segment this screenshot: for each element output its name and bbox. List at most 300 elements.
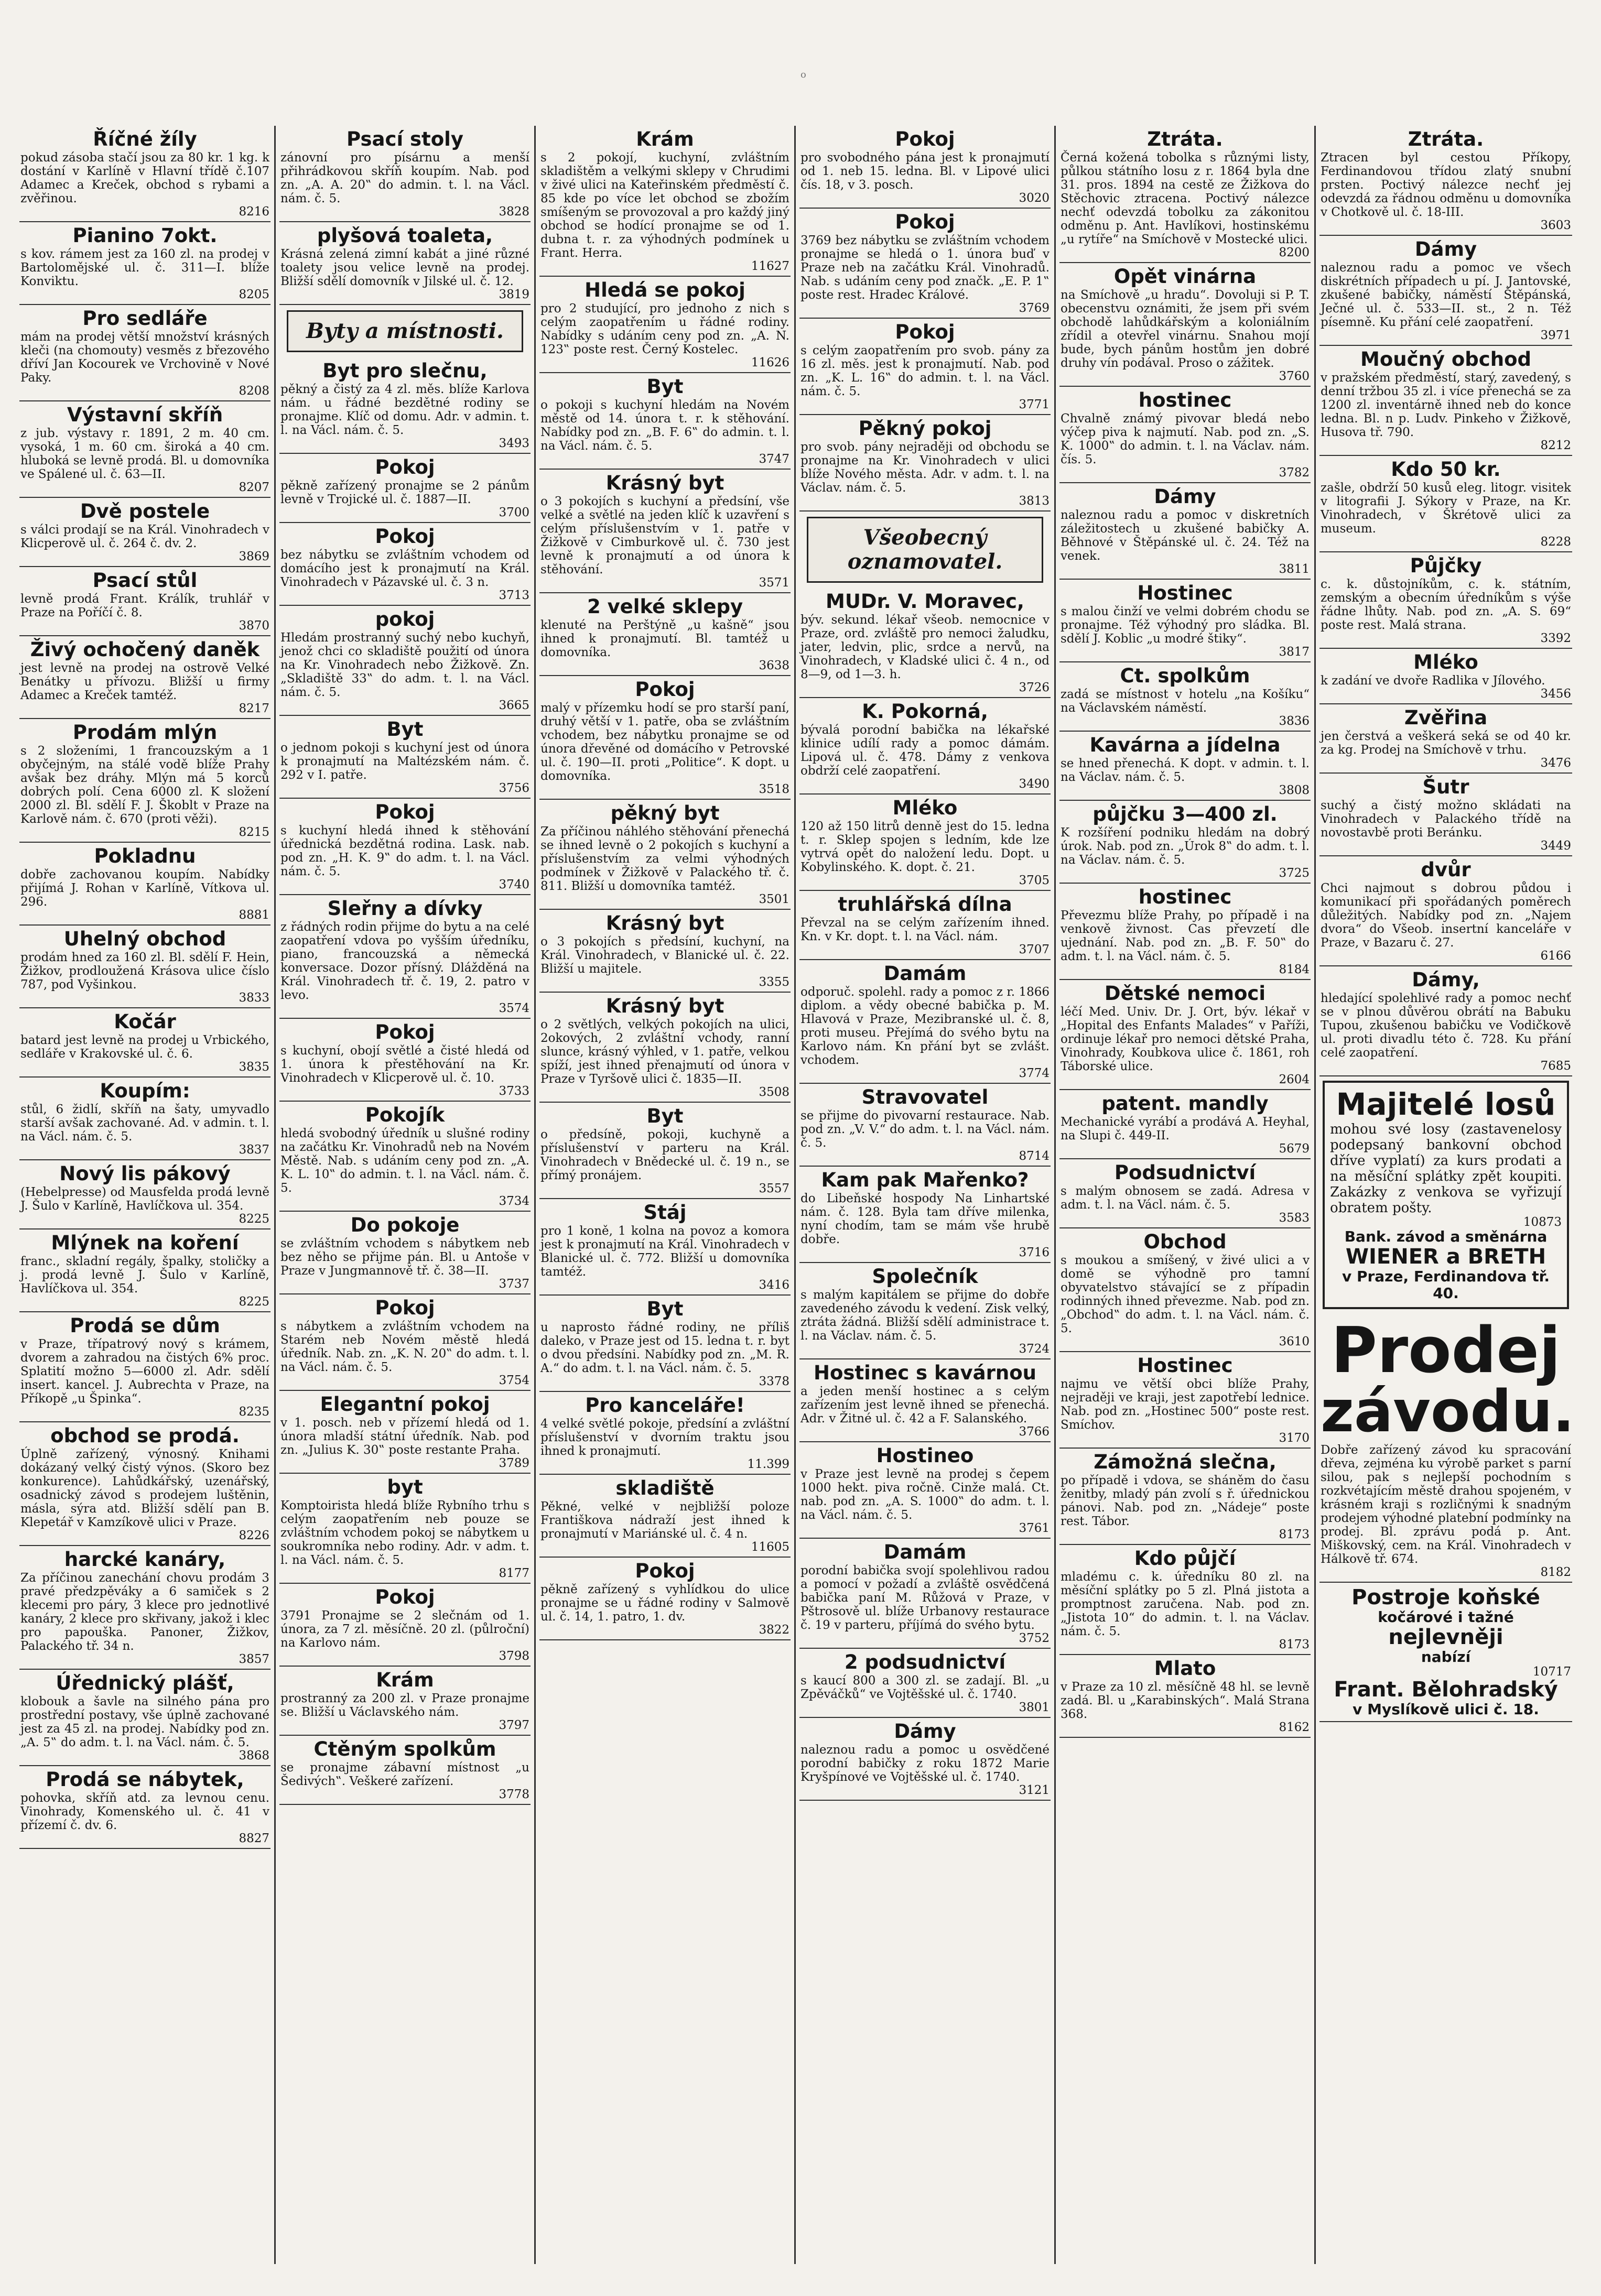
ad-title: hostinec — [1138, 389, 1232, 411]
classified-ad — [539, 593, 791, 676]
ad-text: zánovní pro písárnu a menší přihrádkovou skříň koupím. Nab. pod zn. „A. A. 20‟ do admin. t. l. na Václ. nám. č. 5. — [280, 151, 529, 205]
classified-ad — [1059, 1545, 1311, 1655]
big-ad-line1: Prodej — [1331, 1314, 1561, 1387]
ad-title: Říčné žíly — [93, 128, 197, 150]
column-1 — [16, 126, 276, 2264]
ad-number: 3813 — [1019, 494, 1050, 508]
ad-text: Úplně zařízený, výnosný. Knihami dokázaný velký čistý výnos. (Skoro bez konkurence). Lahůdkářský, uzenářský, osadnický závod s prodejem luštěnin, másla, sýra atd. Bližší sdělí pan B. Klepetář v Kamzíkově ulici v Praze. — [20, 1448, 269, 1529]
ad-title: Damám — [883, 962, 967, 985]
ad-number: 11627 — [751, 259, 789, 273]
ad-text: z řádných rodin přijme do bytu a na celé zaopatření vdova po vyšším úředníku, piano, francouzská a německá konversace. Dozor přísný. Dlážděná na Král. Vinohradech tř. č. 19, 2. patro v levo. — [280, 920, 529, 1002]
ad-title: Pokoj — [635, 678, 695, 701]
ad-text: c. k. důstojníkům, c. k. státním, zemským a obecním úředníkům s výše řádne lhůty. Nab. pod zn. „A. S. 69“ poste rest. Malá strana. — [1321, 578, 1571, 632]
ad-number: 3571 — [759, 576, 789, 590]
ad-title: Ztráta. — [1147, 128, 1223, 150]
ad-text: Ztracen byl cestou Příkopy, Ferdinandovou třídou zlatý snubní prsten. Poctivý nálezce nechť jej odevzdá za řádnou odměnu u domovníka v Chotkově ul. č. 18-III. — [1321, 151, 1571, 219]
ad-title: Byt pro slečnu, — [322, 360, 488, 382]
classified-ad — [1059, 1090, 1311, 1159]
ad-text: pro svobodného pána jest k pronajmutí od 1. neb 15. ledna. Bl. v Lipové ulici čís. 18, v 3. posch. — [800, 151, 1050, 192]
classified-ad — [539, 1558, 791, 1640]
ad-text: na Smíchově „u hradu“. Dovoluji si P. T. obecenstvu oznámiti, že jsem při svém obchodě lahůdkářským a koloniálním zřídil a otevřel vinárnu. Snahou mojí bude, bych pánům hostům jen dobré druhy vín podával. Proso o zážitek. — [1061, 288, 1310, 370]
classified-ad — [1059, 1449, 1311, 1545]
classified-ad — [1059, 801, 1311, 884]
classified-ad — [19, 843, 271, 926]
ad-text: s kaucí 800 a 300 zl. se zadají. Bl. „u Zpěváčků“ ve Vojtěšské ul. č. 1740. — [800, 1674, 1050, 1701]
classified-ad — [1059, 1228, 1311, 1352]
ad-title: Dětské nemoci — [1104, 982, 1266, 1005]
classified-ad — [1319, 456, 1572, 552]
ad-text: franc., skladní regály, špalky, stoličky a j. prodá levně J. Šulo v Karlíně, Havlíčkova ul. 354. — [20, 1255, 269, 1296]
ad-number: 3501 — [759, 893, 789, 906]
ad-text: v 1. posch. neb v přízemí hledá od 1. února mladší státní úředník. Nab. pod zn. „Julius K. 30‟ poste restante Praha. — [280, 1416, 529, 1457]
ad-number: 3747 — [759, 452, 789, 466]
classified-ad — [1319, 774, 1572, 856]
column-6 — [1316, 126, 1576, 2264]
ad-number: 8208 — [239, 384, 269, 398]
classified-ad — [539, 910, 791, 993]
ad-number: 8225 — [239, 1212, 269, 1226]
ad-text: Mechanické vyrábí a prodává A. Heyhal, na Slupi č. 449-II. — [1061, 1115, 1310, 1142]
classified-ad — [799, 319, 1051, 415]
ad-number: 3707 — [1019, 943, 1050, 956]
classified-ad — [1059, 1159, 1311, 1228]
classified-ad — [279, 1667, 531, 1736]
ad-number: 8215 — [239, 825, 269, 839]
ad-title: dvůr — [1421, 858, 1471, 881]
ad-number: 3836 — [1279, 714, 1310, 728]
ad-text: 4 velké světlé pokoje, předsíní a zvláštní příslušenství v dvorním traktu jsou ihned k pronajmutí. — [540, 1417, 789, 1458]
ad-text: pohovka, skříň atd. za levnou cenu. Vinohrady, Komenského ul. č. 41 v přízemí č. dv. 6. — [20, 1791, 269, 1832]
ad-number: 3724 — [1019, 1342, 1050, 1356]
ad-number: 7685 — [1540, 1059, 1571, 1073]
classified-ad — [799, 1263, 1051, 1359]
classified-ad — [539, 277, 791, 373]
classified-ad — [799, 1359, 1051, 1442]
ad-text: Převezmu blíže Prahy, po případě i na venkově živnost. Cas převzetí dle ujednání. Nab. pod zn. „B. F. 50‟ do adm. t. l. na Václ. nám. č. 5. — [1061, 909, 1310, 963]
ad-title: Hostineo — [876, 1444, 974, 1467]
ad-title: Pokoj — [635, 1560, 695, 1582]
ad-number: 3734 — [499, 1194, 529, 1208]
classified-ad — [539, 800, 791, 910]
classified-ad — [279, 454, 531, 523]
ad-number: 3819 — [499, 288, 529, 301]
ad-number: 3797 — [499, 1718, 529, 1732]
ad-title: Pokojík — [365, 1104, 445, 1126]
ad-text: s nábytkem a zvláštním vchodem na Starém neb Novém městě hledá úředník. Nab. zn. „K. N. 20‟ do adm. t. l. na Václ. nám. č. 5. — [280, 1320, 529, 1374]
ad-text: s malým kapitálem se přijme do dobře zavedeného závodu k vedení. Zisk velký, ztráta žádná. Bližší sdělí administrace t. l. na Václav. nám. č. 5. — [800, 1288, 1050, 1343]
ad-text: u naprosto řádné rodiny, ne příliš daleko, v Praze jest od 15. ledna t. r. byt o dvou předsíni. Nabídky pod zn. „M. R. A.“ do adm. t. l. na Václ. nám. č. 5. — [540, 1321, 789, 1375]
classified-ad — [19, 719, 271, 843]
ad-title: Pokoj — [375, 801, 435, 823]
ad-title: Psací stoly — [347, 128, 463, 150]
page-mark: o — [800, 69, 806, 80]
box-firm-line: Bank. závod a směnárna — [1344, 1228, 1548, 1245]
ad-number: 6166 — [1540, 949, 1571, 963]
ad-title: Zvěřina — [1404, 706, 1488, 729]
ad-text: Komptoirista hledá blíže Rybního trhu s celým zaopatřením neb pouze se zvláštním vchodem pokoj se nábytkem u soukromníka nebo rodiny. Adr. v adm. t. l. na Václ. nám. č. 5. — [280, 1499, 529, 1567]
ad-number: 3583 — [1279, 1211, 1310, 1225]
ad-text: o 3 pokojích s předsíní, kuchyní, na Král. Vinohradech, v Blanické ul. č. 22. Bližší u majitele. — [540, 935, 789, 976]
classified-ad — [19, 1546, 271, 1670]
ad-number: 8207 — [239, 481, 269, 494]
ad-text: levně prodá Frant. Králík, truhlář v Praze na Poříčí č. 8. — [20, 592, 269, 619]
classified-ad — [19, 1229, 271, 1312]
classified-ad — [799, 1084, 1051, 1167]
classified-ad — [279, 1736, 531, 1805]
ad-number: 3811 — [1279, 562, 1310, 576]
classified-ad — [799, 960, 1051, 1084]
ad-title: 2 velké sklepy — [587, 595, 743, 618]
ad-columns — [16, 126, 1585, 2264]
classified-ad — [1319, 126, 1572, 236]
ad-number: 3355 — [759, 975, 789, 989]
classified-ad — [279, 716, 531, 799]
ad-number: 5679 — [1279, 1142, 1310, 1156]
classified-ad — [1319, 649, 1572, 704]
classified-ad — [539, 126, 791, 277]
ad-text: Hledám prostranný suchý nebo kuchyň, jenož chci co skladiště použití od února na Kr. Vinohradech nebo Žižkově. Zn. „Skladiště 33‟ do adm. t. l. na Václ. nám. č. 5. — [280, 631, 529, 699]
ad-title: Mléko — [892, 797, 958, 819]
ad-title: Pro kanceláře! — [585, 1394, 745, 1417]
harness-line3: nejlevněji — [1388, 1625, 1503, 1649]
ad-text: klobouk a šavle na silného pána pro prostřední postavy, vše úplně zachované jest za 45 zl. na prodej. Nabídky pod zn. „A. 5‟ do adm. t. l. na Václ. nám. č. 5. — [20, 1695, 269, 1749]
ad-title: Moučný obchod — [1360, 348, 1531, 371]
classified-ad — [19, 1160, 271, 1229]
classified-ad — [1059, 980, 1311, 1090]
classified-ad — [539, 1199, 791, 1296]
ad-number: 3870 — [239, 619, 269, 633]
ad-title: Stáj — [643, 1201, 687, 1224]
ad-number: 8226 — [239, 1529, 269, 1542]
ad-number: 8162 — [1279, 1721, 1310, 1734]
ad-text: s malou činží ve velmi dobrém chodu se pronajme. Též výhodný pro sládka. Bl. sdělí J. Koblic „u modré štiky“. — [1061, 605, 1310, 646]
classified-ad — [1319, 966, 1572, 1076]
ad-number: 3610 — [1279, 1335, 1310, 1348]
ad-title: Krásný byt — [605, 472, 724, 494]
ad-text: s 2 pokojí, kuchyní, zvláštním skladištěm a velkými sklepy v Chrudimi v živé ulici na Kateřinském předměstí č. 85 kde po více let obchod se zbožím smíšeným se provozoval a pro každý jiný obchod se hodící pronajme se od 1. dubna t. r. za výhodných podmínek u Frant. Herra. — [540, 151, 789, 260]
ad-title: Hledá se pokoj — [585, 279, 745, 301]
ad-number: 3756 — [499, 781, 529, 795]
ad-title: půjčku 3—400 zl. — [1092, 803, 1278, 825]
ad-title: Pianino 7okt. — [72, 224, 218, 247]
ad-text: Za příčinou náhlého stěhování přenechá se ihned levně o 2 pokojích s kuchyní a příslušenstvím za velmi výhodných podmínek v Žižkově v Palackého tř. č. 811. Bližší u domovníka tamtéž. — [540, 825, 789, 893]
ad-title: MUDr. V. Moravec, — [826, 590, 1024, 613]
classified-ad — [19, 305, 271, 401]
ad-title: Sleřny a dívky — [327, 897, 483, 920]
ad-title: Hostinec — [1137, 582, 1233, 604]
ad-text: s moukou a smíšený, v živé ulici a v domě se výhodně pro tamní obyvatelstvo stávající se z případin rodinných ihned převezme. Nab. pod zn. „Obchod‟ do adm. t. l. na Václ. nám. č. 5. — [1061, 1254, 1310, 1335]
box-number: 10873 — [1523, 1215, 1562, 1229]
harness-firm: Frant. Bělohradský — [1334, 1678, 1558, 1702]
classified-ad — [539, 1475, 791, 1558]
ad-number: 3490 — [1019, 777, 1050, 791]
ad-title: Pěkný pokoj — [858, 417, 992, 440]
ad-text: s malým obnosem se zadá. Adresa v adm. t. l. na Václ. nám. č. 5. — [1061, 1184, 1310, 1212]
ad-number: 8228 — [1540, 535, 1571, 549]
ad-number: 3705 — [1019, 874, 1050, 887]
ad-text: pro 1 koně, 1 kolna na povoz a komora jest k pronajmutí na Král. Vinohradech v Blanické ul. č. 772. Bližší u domovníka tamtéž. — [540, 1224, 789, 1279]
ad-text: Za příčinou zanechání chovu prodám 3 pravé předzpěváky a 6 samiček s 2 klecemi pro páry, 3 klece pro jednotlivé kanáry, 2 klece pro skřivany, jakož i klec pro papouška. Panoner, Žižkov, Palackého tř. 34 n. — [20, 1571, 269, 1653]
classified-ad — [19, 1670, 271, 1766]
ad-number: 3760 — [1279, 369, 1310, 383]
ad-number: 3754 — [499, 1374, 529, 1387]
harness-number: 10717 — [1532, 1665, 1571, 1679]
ad-number: 8714 — [1019, 1149, 1050, 1163]
ad-title: Opět vinárna — [1113, 265, 1257, 288]
classified-ad — [799, 1539, 1051, 1649]
classified-ad — [19, 222, 271, 305]
ad-title: truhlářská dílna — [838, 893, 1012, 916]
ad-text: 120 až 150 litrů denně jest do 15. ledna t. r. Sklep spojen s ledním, kde lze vytrvá opět do naložení ledu. Dopt. u Kobylinského. K. dopt. č. 21. — [800, 820, 1050, 874]
ad-number: 8212 — [1540, 439, 1571, 452]
ad-title: Nový lis pákový — [59, 1162, 231, 1185]
classified-ad — [279, 357, 531, 454]
ad-title: Pokoj — [375, 456, 435, 478]
classified-ad — [19, 126, 271, 222]
ad-title: skladiště — [615, 1477, 715, 1499]
classified-ad — [1059, 580, 1311, 662]
ad-text: naleznou radu a pomoc ve všech diskrétních případech u pí. J. Jantovské, zkušené babičky, náměstí Štěpánská, Ječné ul. č. 533—II. st., 2 n. Též písemně. Ku přání celé zaopatření. — [1321, 261, 1571, 329]
ad-text: batard jest levně na prodej u Vrbického, sedláře v Krakovské ul. č. 6. — [20, 1033, 269, 1061]
ad-text: s 2 složeními, 1 francouzským a 1 obyčejným, na stálé vodě blíže Prahy avšak bez dráhy. Mlýn má 5 korců dobrých polí. Cena 6000 zl. K složení 2000 zl. Bl. sdělí F. J. Škoblt v Praze na Karlově nám. č. 670 (proti věži). — [20, 744, 269, 826]
big-ad-text: Dobře zařízený závod ku spracování dřeva, zejména ku výrobě parket s parní silou, pak s nejlepší pochodním s rozkvétajícím městě drahou spojeném, v krásném kraji s rozličnými k snadným prodejem výhodné platební podmínky na prodej. Bl. zprávu podá p. Ant. Miškovský, cem. na Král. Vinohradech v Hálkově tř. 674. — [1321, 1443, 1571, 1566]
ad-number: 3822 — [759, 1623, 789, 1637]
ad-text: pro 2 studující, pro jednoho z nich s celým zaopatřením u řádné rodiny. Nabídky s udáním ceny pod zn. „A. N. 123‟ poste rest. Černý Kostelec. — [540, 302, 789, 356]
classified-ad — [1319, 856, 1572, 966]
classified-ad — [799, 1649, 1051, 1718]
ad-text: stůl, 6 židlí, skříň na šaty, umyvadlo starší avšak zachované. Ad. v admin. t. l. na Václ. nám. č. 5. — [20, 1103, 269, 1144]
ad-title: Kdo půjčí — [1134, 1547, 1236, 1570]
classified-ad — [279, 1102, 531, 1212]
ad-number: 3700 — [499, 506, 529, 519]
classified-ad — [279, 1391, 531, 1474]
ad-text: o jednom pokoji s kuchyní jest od února k pronajmutí na Maltézském nám. č. 292 v I. patře. — [280, 741, 529, 782]
ad-number: 3837 — [239, 1143, 269, 1157]
ad-title: Ct. spolkům — [1120, 665, 1250, 687]
classified-ad — [1059, 1655, 1311, 1738]
ad-number: 8173 — [1279, 1528, 1310, 1541]
classified-ad — [1059, 732, 1311, 801]
ad-number: 3801 — [1019, 1701, 1050, 1714]
ad-number: 3971 — [1540, 329, 1571, 342]
ad-text: pokud zásoba stačí jsou za 80 kr. 1 kg. k dostání v Karlíně v Hlavní třídě č.107 Adamec a Kreček, obchod s rybami a zvěřinou. — [20, 151, 269, 205]
ad-number: 3857 — [239, 1652, 269, 1666]
classified-ad — [1059, 662, 1311, 732]
classified-ad — [19, 1312, 271, 1422]
ad-text: hledající spolehlivé rady a pomoc nechť se v plnou důvěrou obrátí na Babuku Tupou, zkušenou babičku ve Vodičkově ul. proti divadlu této č. 728. Ku přání celé zaopatření. — [1321, 992, 1571, 1060]
classified-ad — [539, 1296, 791, 1392]
ad-title: Živý ochočený daněk — [30, 638, 260, 661]
ad-number: 3020 — [1019, 191, 1050, 205]
ad-title: hostinec — [1138, 886, 1232, 908]
ad-number: 3761 — [1019, 1521, 1050, 1535]
ad-text: v pražském předměstí, starý, zavedený, s denní tržbou 35 zl. i více přenechá se za 1200 zl. inventárně ihned neb do konce ledna. Bl. n p. Ludv. Pinkeho v Žižkově, Husova tř. 790. — [1321, 371, 1571, 439]
ad-number: 3665 — [499, 699, 529, 712]
big-ad-number: 8182 — [1540, 1565, 1571, 1579]
classified-ad — [1319, 346, 1572, 456]
ad-number: 3798 — [499, 1649, 529, 1663]
classified-ad — [279, 1212, 531, 1294]
ad-number: 3476 — [1540, 756, 1571, 770]
ad-text: pro svob. pány nejraději od obchodu se pronajme na Kr. Vinohradech v ulici blíže Nového města. Adr. v adm. t. l. na Václav. nám. č. 5. — [800, 440, 1050, 495]
ad-title: Kočár — [114, 1010, 176, 1033]
ad-title: Výstavní skříň — [67, 404, 223, 426]
classified-ad — [1319, 704, 1572, 774]
classified-ad — [539, 470, 791, 593]
ad-text: léčí Med. Univ. Dr. J. Ort, býv. lékař v „Hopital des Enfants Malades“ v Paříži, ordinuje lékař pro nemoci dětské Praha, Vinohrady, Koubkova ulice č. 1861, roh Táborské ulice. — [1061, 1005, 1310, 1073]
classified-ad — [799, 126, 1051, 209]
ad-number: 3868 — [239, 1749, 269, 1762]
ad-number: 3733 — [499, 1084, 529, 1098]
ad-text: K rozšíření podniku hledám na dobrý úrok. Nab. pod zn. „Úrok 8‟ do adm. t. l. na Václav. nám. č. 5. — [1061, 826, 1310, 867]
ad-number: 3766 — [1019, 1425, 1050, 1439]
ad-text: o 3 pokojích s kuchyní a předsíní, vše velké a světlé na jeden klíč k uzavření s celým příslušenstvím v 1. patře v Žižkově v Cimburkově ul. č. 730 jest levně k pronajmutí a od února k stěhování. — [540, 495, 789, 576]
ad-title: Do pokoje — [350, 1214, 460, 1236]
ad-title: Dámy — [894, 1720, 956, 1743]
ad-number: 3557 — [759, 1182, 789, 1195]
ad-number: 3835 — [239, 1060, 269, 1074]
classified-ad — [279, 895, 531, 1019]
ad-text: po případě i vdova, se sháněm do času ženitby, mladý pán zvolí s ř. úřednickou pánovi. Nab. pod zn. „Nádeje“ poste rest. Tábor. — [1061, 1474, 1310, 1528]
box-address: v Praze, Ferdinandova tř. 40. — [1342, 1268, 1550, 1302]
ad-number: 8881 — [239, 908, 269, 922]
ad-text: s kov. rámem jest za 160 zl. na prodej v Bartolomějské ul. č. 311—I. blíže Konviktu. — [20, 247, 269, 288]
ad-number: 3789 — [499, 1456, 529, 1470]
classified-ad — [1059, 483, 1311, 580]
ad-title: Ztráta. — [1408, 128, 1484, 150]
ad-number: 8235 — [239, 1405, 269, 1419]
ad-title: Prodá se dům — [70, 1314, 220, 1337]
classified-ad — [279, 799, 531, 895]
box-firm: WIENER a BRETH — [1345, 1245, 1546, 1269]
classified-ad — [1319, 552, 1572, 649]
ad-number: 8205 — [239, 288, 269, 301]
ad-number: 2604 — [1279, 1073, 1310, 1086]
ad-title: Byt — [646, 1105, 684, 1127]
ad-text: hledá svobodný úředník u slušné rodiny na začátku Kr. Vinohradů neb na Novém Městě. Nab. s udáním ceny pod zn. „A. K. L. 10‟ do admin. t. l. na Václ. nám. č. 5. — [280, 1127, 529, 1195]
classified-ad — [799, 209, 1051, 319]
ad-text: jest levně na prodej na ostrově Velké Benátky u přívozu. Bližší u firmy Adamec a Kreček tamtéž. — [20, 661, 269, 702]
ad-title: Zámožná slečna, — [1094, 1451, 1277, 1473]
section-heading: Všeobecný oznamovatel. — [807, 517, 1043, 583]
ad-text: zašle, obdrží 50 kusů eleg. litogr. visitek v litografii J. Sýkory v Praze, na Kr. Vinohradech, v Škrétově ulici za museum. — [1321, 481, 1571, 536]
ad-number: 3449 — [1540, 839, 1571, 853]
classified-ad — [279, 606, 531, 716]
classified-ad — [539, 1392, 791, 1475]
ad-text: porodní babička svojí spolehlivou radou a pomocí v požadí a zvláště osvědčená babička paní M. Růžová v Praze, v Pštrosově ul. blíže Urbanovy restaurace č. 19 v parteru, příjímá do svého bytu. — [800, 1564, 1050, 1632]
ad-number: 3518 — [759, 782, 789, 796]
ad-number: 3828 — [499, 205, 529, 219]
ad-title: Mlato — [1154, 1657, 1216, 1680]
ad-number: 3456 — [1540, 687, 1571, 701]
ad-title: Pokoj — [895, 128, 955, 150]
harness-line1: Postroje koňské — [1351, 1585, 1540, 1609]
ad-title: Byt — [386, 718, 424, 741]
ad-number: 3752 — [1019, 1631, 1050, 1645]
ad-text: v Praze, třípatrový nový s krámem, dvorem a zahradou na čistých 6% proc. Splatití možno 5—6000 zl. Adr. sdělí insert. kancel. J. Aubrechta v Praze, na Příkopě „u Špinka“. — [20, 1337, 269, 1406]
big-ad-line2: závodu. — [1321, 1378, 1575, 1445]
ad-title: Dámy — [1414, 238, 1477, 260]
ad-title: Pro sedláře — [82, 307, 208, 330]
ad-text: se přijme do pivovarní restaurace. Nab. pod zn. „V. V.“ do adm. t. l. na Václ. nám. č. 5. — [800, 1109, 1050, 1150]
ad-number: 3725 — [1279, 866, 1310, 880]
ad-number: 3769 — [1019, 301, 1050, 315]
ad-title: Kam pak Mařenko? — [821, 1169, 1029, 1191]
classified-ad — [799, 415, 1051, 512]
ad-title: Dvě postele — [80, 500, 210, 523]
classified-ad — [1059, 387, 1311, 483]
ad-title: Dámy — [1154, 485, 1216, 508]
ad-text: bez nábytku se zvláštním vchodem od domácího jest k pronajmutí na Král. Vinohradech v Pázavské ul. č. 3 n. — [280, 548, 529, 589]
classified-ad — [19, 1078, 271, 1160]
ad-title: Pokoj — [375, 1586, 435, 1608]
ad-text: naleznou radu a pomoc u osvědčené porodní babičky z roku 1872 Marie Kryšpínové ve Vojtěšské ul. č. 1740. — [800, 1743, 1050, 1784]
ad-number: 3713 — [499, 589, 529, 602]
harness-address: v Myslíkově ulici č. 18. — [1353, 1701, 1539, 1718]
ad-text: s válci prodají se na Král. Vinohradech v Klicperově ul. č. 264 č. dv. 2. — [20, 523, 269, 550]
ad-number: 3121 — [1019, 1783, 1050, 1797]
ad-title: Mlýnek na koření — [51, 1232, 239, 1254]
classified-ad — [19, 1008, 271, 1078]
ad-number: 3833 — [239, 991, 269, 1005]
box-text: mohou své losy (zastavenelosy podepsaný bankovní obchod dříve vyplatí) za kurs prodati a na měsíční splátky zpět koupiti. Zakázky z venkova se vyřizují obratem pošty. — [1330, 1122, 1562, 1216]
ad-title: Dámy, — [1412, 969, 1480, 991]
ad-number: 3740 — [499, 878, 529, 891]
ad-text: s kuchyní, obojí světlé a čisté hledá od 1. února k přestěhování na Kr. Vinohradech v Klicperově ul. č. 10. — [280, 1044, 529, 1085]
ad-number: 3771 — [1019, 398, 1050, 411]
ad-number: 3638 — [759, 659, 789, 672]
classified-ad — [279, 1474, 531, 1584]
ad-title: Hostinec — [1137, 1354, 1233, 1377]
ad-number: 3378 — [759, 1375, 789, 1388]
ad-title: Koupím: — [100, 1080, 190, 1102]
classified-ad — [19, 1422, 271, 1546]
ad-title: Uhelný obchod — [63, 928, 226, 950]
classified-ad — [799, 1167, 1051, 1263]
ad-title: Elegantní pokoj — [320, 1393, 490, 1416]
classified-ad — [539, 1103, 791, 1199]
ad-text: o 2 světlých, velkých pokojích na ulici, 2okových, 2 zvláštní vchody, ranní slunce, krásný výhled, v 1. patře, velkou spíží, jest ihned přenajmutí od února v Praze v Tyršově ulici č. 1835—II. — [540, 1018, 789, 1086]
ad-number: 8216 — [239, 205, 269, 219]
ad-text: naleznou radu a pomoc v diskretních záležitostech u zkušené babičky A. Běhnové v Štěpánské ul. č. 24. Též na venek. — [1061, 508, 1310, 563]
ad-title: harcké kanáry, — [64, 1548, 226, 1571]
ad-number: 11.399 — [747, 1457, 789, 1471]
ad-title: Půjčky — [1410, 554, 1482, 577]
classified-ad — [799, 588, 1051, 698]
ad-title: Prodám mlýn — [72, 721, 218, 744]
classified-ad — [539, 373, 791, 470]
ad-text: se hned přenechá. K dopt. v admin. t. l. na Václav. nám. č. 5. — [1061, 757, 1310, 784]
ad-text: o předsíně, pokoji, kuchyně a příslušenství v parteru na Král. Vinohradech v Bnědecké ul. č. 19 n., se přímý pronájem. — [540, 1128, 789, 1182]
classified-ad — [279, 1294, 531, 1391]
ad-text: býv. sekund. lékař všeob. nemocnice v Praze, ord. zvláště pro nemoci žaludku, jater, ledvin, plic, srdce a nervů, na Vinohradech, v Kladské ulici č. 4 n., od 8—9, od 1—3. h. — [800, 613, 1050, 681]
ad-text: 3791 Pronajme se 2 slečnám od 1. února, za 7 zl. měsíčně. 20 zl. (půlroční) na Karlovo nám. — [280, 1609, 529, 1650]
ad-text: k zadání ve dvoře Radlika v Jílového. — [1321, 674, 1545, 688]
ad-text: odporuč. spolehl. rady a pomoc z r. 1866 diplom. a vědy obecné babička p. M. Hlavová v Praze, Mezibranské ul. č. 8, proti museu. Přejímá do svého bytu na Karlovo nám. Kn přání byt se zvlášt. vchodem. — [800, 985, 1050, 1067]
ad-number: 3817 — [1279, 645, 1310, 659]
ad-title: pokoj — [375, 608, 435, 630]
ad-number: 3726 — [1019, 681, 1050, 694]
ad-number: 11605 — [751, 1540, 789, 1554]
classified-ad — [279, 1019, 531, 1102]
ad-title: Damám — [883, 1541, 967, 1563]
ad-text: mám na prodej větší množství krásných kleči (na chomouty) vesměs z březového dříví Jan Kocourek ve Vrchovině v Nové Paky. — [20, 330, 269, 385]
ad-number: 3778 — [499, 1788, 529, 1801]
harness-ad — [1319, 1583, 1572, 1722]
ad-text: pěkně zařízený pronajme se 2 pánům levně v Trojické ul. č. 1887—II. — [280, 479, 529, 506]
classified-ad — [799, 1718, 1051, 1801]
ad-title: Podsudnictví — [1114, 1161, 1256, 1184]
